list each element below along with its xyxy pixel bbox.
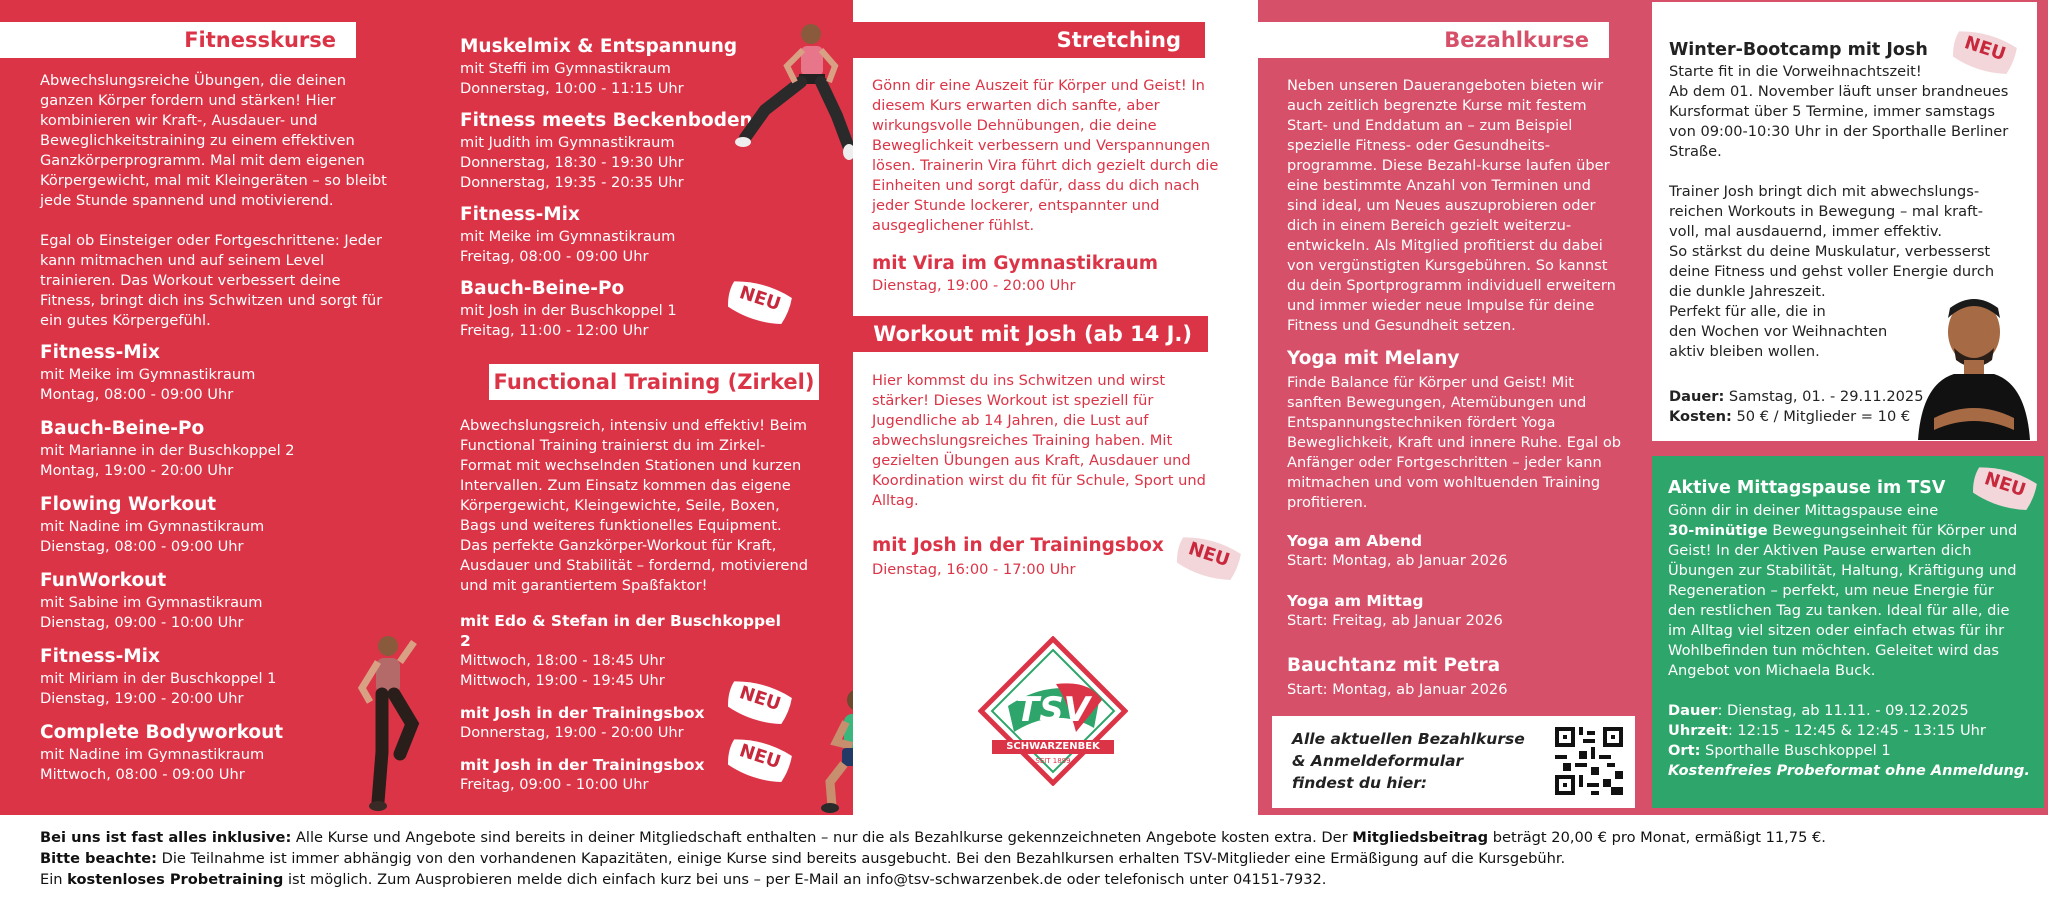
mittag-probe: Kostenfreies Probeformat ohne Anmeldung.: [1668, 762, 2030, 779]
yoga-slot-name: Yoga am Mittag: [1287, 592, 1424, 610]
course-trainer: mit Nadine im Gymnastikraum: [40, 518, 265, 535]
bootcamp-text-2: Trainer Josh bringt dich mit abwechslungs- reichen Workouts in Bewegung – mal kraft- voll, mal ausdauernd, immer effektiv. So stärkst du deine Muskulatur, verbesserst deine Fitness und gehst voller Energie durch die dunkle Jahreszeit. Perfekt für alle, die in den Wochen vor Weihnachten aktiv bleiben wollen.: [1669, 183, 1995, 360]
stretching-title: Stretching: [853, 22, 1205, 58]
trainer-josh-photo: [1914, 288, 2032, 440]
course-name: Fitness-Mix: [460, 204, 580, 225]
bootcamp-kosten: Kosten: 50 € / Mitglieder = 10 €: [1669, 408, 1911, 425]
neu-badge: NEU: [720, 271, 798, 334]
fitness-course-list: [40, 341, 400, 795]
workout-time: Dienstag, 16:00 - 17:00 Uhr: [872, 561, 1076, 578]
fitness-course-list-2: [460, 35, 760, 351]
course-trainer: mit Judith im Gymnastikraum: [460, 134, 675, 151]
stretching-time: Dienstag, 19:00 - 20:00 Uhr: [872, 277, 1076, 294]
neu-badge: NEU: [720, 671, 798, 734]
course-trainer: mit Meike im Gymnastikraum: [40, 366, 256, 383]
course-trainer: mit Josh in der Buschkoppel 1: [460, 302, 677, 319]
yoga-slot-time: Start: Montag, ab Januar 2026: [1287, 552, 1508, 569]
course-time: Mittwoch, 08:00 - 09:00 Uhr: [40, 766, 245, 783]
neu-badge: NEU: [1965, 457, 2043, 520]
bezahlkurse-qr-box[interactable]: [1272, 716, 1635, 808]
fitness-panel: [0, 0, 853, 815]
course-item: [460, 203, 760, 267]
course-item: [460, 109, 760, 193]
course-name: Fitness meets Beckenboden: [460, 110, 753, 131]
slot-trainer: mit Josh in der Trainingsbox: [460, 756, 705, 774]
course-item: [460, 35, 760, 99]
yoga-slot-time: Start: Freitag, ab Januar 2026: [1287, 612, 1503, 629]
tsv-logo-since: SEIT 1899: [1035, 757, 1071, 765]
tsv-logo-sub: SCHWARZENBEK: [1006, 741, 1100, 752]
course-trainer: mit Miriam in der Buschkoppel 1: [40, 670, 277, 687]
bootcamp-title: Winter-Bootcamp mit Josh: [1669, 40, 1928, 60]
slot-time: Freitag, 09:00 - 10:00 Uhr: [460, 776, 649, 793]
slot-trainer: mit Edo & Stefan in der Buschkoppel 2: [460, 612, 781, 650]
bezahlkurse-intro: Neben unseren Dauerangeboten bieten wir auch zeitlich begrenzte Kurse mit festem Start- und Enddatum an – zum Beispiel spezielle Fitness- oder Gesundheits- programme. Diese Bezahl-kurse laufen über eine bestimmte Anzahl von Terminen und sind ideal, um Neues auszuprobieren oder dich in einem Bereich gezielt weiterzu- entwickeln. Als Mitglied profitierst du dabei von vergünstigten Kursgebühren. So kannst du dein Sportprogramm individuell erweitern und immer wieder neue Impulse für deine Fitness und Gesundheit setzen.: [1287, 77, 1616, 334]
stretching-panel: [853, 0, 1258, 815]
course-name: FunWorkout: [40, 570, 167, 591]
yoga-slot: [1287, 591, 1647, 631]
neu-badge: NEU: [720, 729, 798, 792]
course-item: [40, 417, 400, 481]
functional-text: Abwechslungsreich, intensiv und effektiv! Beim Functional Training trainierst du im Zirkel- Format mit wechselnden Stationen und kurzen Intervallen. Zum Einsatz kommen das eigene Körpergewicht, Kleingewichte, Seile, Boxen, Bags und weiteres funktionelles Equipment. Das perfekte Ganzkörper-Workout für Kraft, Ausdauer und Stabilität – fordernd, motivierend und mit garantiertem Spaßfaktor!: [460, 417, 808, 594]
footer-line-3: Ein kostenloses Probetraining ist möglich. Zum Ausprobieren melde dich einfach kurz bei uns – per E-Mail an info@tsv-schwarzenbek.de oder telefonisch unter 04151-7932.: [40, 871, 1327, 888]
course-trainer: mit Marianne in der Buschkoppel 2: [40, 442, 295, 459]
workout-text: Hier kommst du ins Schwitzen und wirst stärker! Dieses Workout ist speziell für Jugendliche ab 14 Jahren, die Lust auf abwechslungsreiches Training haben. Mit gezielten Übungen aus Kraft, Ausdauer und Koordination wirst du fit für Schule, Sport und Alltag.: [872, 372, 1206, 509]
course-name: Muskelmix & Entspannung: [460, 36, 738, 57]
bauchtanz-title: Bauchtanz mit Petra: [1287, 655, 1501, 676]
knee-raise-woman-illustration: [348, 632, 428, 814]
footer-notes: [0, 815, 2048, 907]
slot-time-2: Mittwoch, 19:00 - 19:45 Uhr: [460, 672, 665, 689]
qr-code-icon[interactable]: [1555, 727, 1623, 795]
workout-title: Workout mit Josh (ab 14 J.): [853, 316, 1208, 352]
mittagspause-box: [1652, 456, 2044, 808]
yoga-slot-name: Yoga am Abend: [1287, 532, 1423, 550]
fitness-intro-2: Egal ob Einsteiger oder Fortgeschrittene: Jeder kann mitmachen und auf seinem Level trainieren. Das Workout verbessert deine Fitness, bringt dich ins Schwitzen und sorgt für ein gutes Körpergefühl.: [40, 232, 383, 329]
course-item: [40, 645, 400, 709]
course-trainer: mit Nadine im Gymnastikraum: [40, 746, 265, 763]
yoga-text: Finde Balance für Körper und Geist! Mit sanften Bewegungen, Atemübungen und Entspannungstechniken fördert Yoga Beweglichkeit, Kraft und innere Ruhe. Egal ob Anfänger oder Fortgeschritten – jeder kann mitmachen und vom wohltuenden Training profitieren.: [1287, 374, 1622, 511]
course-item: [40, 341, 400, 405]
course-time-2: Donnerstag, 19:35 - 20:35 Uhr: [460, 174, 684, 191]
mittag-ort: Ort: Sporthalle Buschkoppel 1: [1668, 742, 1891, 759]
course-item: [40, 721, 400, 785]
slot-time: Mittwoch, 18:00 - 18:45 Uhr: [460, 652, 665, 669]
bezahlkurse-panel: [1258, 0, 1648, 815]
course-item: [460, 277, 760, 341]
yoga-slot: [1287, 531, 1647, 571]
neu-badge: NEU: [1945, 21, 2023, 84]
yoga-title: Yoga mit Melany: [1287, 348, 1460, 369]
bootcamp-dauer: Dauer: Samstag, 01. - 29.11.2025: [1669, 388, 1924, 405]
course-name: Bauch-Beine-Po: [40, 418, 205, 439]
mittag-dauer: Dauer: Dienstag, ab 11.11. - 09.12.2025: [1668, 702, 1969, 719]
tsv-logo-text: TSV: [1016, 690, 1090, 730]
course-time: Dienstag, 09:00 - 10:00 Uhr: [40, 614, 244, 631]
stretching-text: Gönn dir eine Auszeit für Körper und Geist! In diesem Kurs erwarten dich sanfte, aber wirkungsvolle Dehnübungen, die deine Beweglichkeit verbessern und Verspannungen lösen. Trainerin Vira führt dich gezielt durch die Einheiten und sorgt dafür, dass du dich nach jeder Stunde lockerer, entspannter und ausgeglichener fühlst.: [872, 77, 1219, 234]
mittag-title: Aktive Mittagspause im TSV: [1668, 478, 1946, 498]
course-trainer: mit Sabine im Gymnastikraum: [40, 594, 263, 611]
fitness-intro-1: Abwechslungsreiche Übungen, die deinen ganzen Körper fordern und stärken! Hier kombinieren wir Kraft-, Ausdauer- und Beweglichkeitstraining zu einem effektiven Ganzkörperprogramm. Mal mit dem eigenen Körpergewicht, mal mit Kleingeräten – so bleibt jede Stunde spannend und motivierend.: [40, 72, 387, 209]
bezahlkurse-title: Bezahlkurse: [1258, 22, 1609, 58]
stretching-trainer: mit Vira im Gymnastikraum: [872, 253, 1159, 274]
bootcamp-box: [1652, 2, 2037, 441]
course-name: Flowing Workout: [40, 494, 217, 515]
course-time: Freitag, 08:00 - 09:00 Uhr: [460, 248, 649, 265]
course-time: Donnerstag, 10:00 - 11:15 Uhr: [460, 80, 684, 97]
qr-text: Alle aktuellen Bezahlkurse & Anmeldeformular findest du hier:: [1292, 730, 1525, 792]
course-item: [40, 569, 400, 633]
course-time: Montag, 19:00 - 20:00 Uhr: [40, 462, 234, 479]
slot-trainer: mit Josh in der Trainingsbox: [460, 704, 705, 722]
fitnesskurse-title: Fitnesskurse: [0, 22, 356, 58]
bauchtanz-time: Start: Montag, ab Januar 2026: [1287, 681, 1508, 698]
tsv-logo: [978, 636, 1128, 786]
footer-line-2: Bitte beachte: Die Teilnahme ist immer abhängig von den vorhandenen Kapazitäten, einige Kurse sind bereits ausgebucht. Bei den Bezahlkursen erhalten TSV-Mitglieder eine Ermäßigung auf die Kursgebühr.: [40, 850, 1566, 867]
course-name: Fitness-Mix: [40, 342, 160, 363]
course-item: [40, 493, 400, 557]
course-time: Freitag, 11:00 - 12:00 Uhr: [460, 322, 649, 339]
mittag-uhrzeit: Uhrzeit: 12:15 - 12:45 & 12:45 - 13:15 Uhr: [1668, 722, 1986, 739]
yoga-slots: [1287, 531, 1647, 641]
course-time: Dienstag, 19:00 - 20:00 Uhr: [40, 690, 244, 707]
course-name: Complete Bodyworkout: [40, 722, 284, 743]
course-name: Fitness-Mix: [40, 646, 160, 667]
course-time: Montag, 08:00 - 09:00 Uhr: [40, 386, 234, 403]
course-time: Donnerstag, 18:30 - 19:30 Uhr: [460, 154, 684, 171]
footer-line-1: Bei uns ist fast alles inklusive: Alle Kurse und Angebote sind bereits in deiner Mitgliedschaft enthalten – nur die als Bezahlkurse gekennzeichneten Angebote kosten extra. Der Mitgliedsbeitrag beträgt 20,00 € pro Monat, ermäßigt 11,75 €.: [40, 829, 1826, 846]
course-name: Bauch-Beine-Po: [460, 278, 625, 299]
slot-time: Donnerstag, 19:00 - 20:00 Uhr: [460, 724, 684, 741]
neu-badge: NEU: [1169, 527, 1247, 590]
stretching-woman-illustration: [725, 20, 853, 160]
functional-title: Functional Training (Zirkel): [489, 364, 819, 400]
course-time: Dienstag, 08:00 - 09:00 Uhr: [40, 538, 244, 555]
workout-trainer: mit Josh in der Trainingsbox: [872, 535, 1164, 556]
bootcamp-text: Starte fit in die Vorweihnachtszeit! Ab dem 01. November läuft unser brandneues Kursformat über 5 Termine, immer samstags von 09:00-10:30 Uhr in der Sporthalle Berliner Straße.: [1669, 63, 2009, 160]
squatting-man-illustration: [812, 686, 853, 814]
course-trainer: mit Meike im Gymnastikraum: [460, 228, 676, 245]
mittag-text: Gönn dir in deiner Mittagspause eine 30-minütige Bewegungseinheit für Körper und Geist! In der Aktiven Pause erwarten dich Übungen zur Stabilität, Haltung, Kräftigung und Regeneration – perfekt, um neue Energie für den restlichen Tag zu tanken. Ideal für alle, die im Alltag viel sitzen oder einfach etwas für ihr Wohlbefinden tun möchten. Geleitet wird das Angebot von Michaela Buck.: [1668, 502, 2018, 679]
course-trainer: mit Steffi im Gymnastikraum: [460, 60, 671, 77]
